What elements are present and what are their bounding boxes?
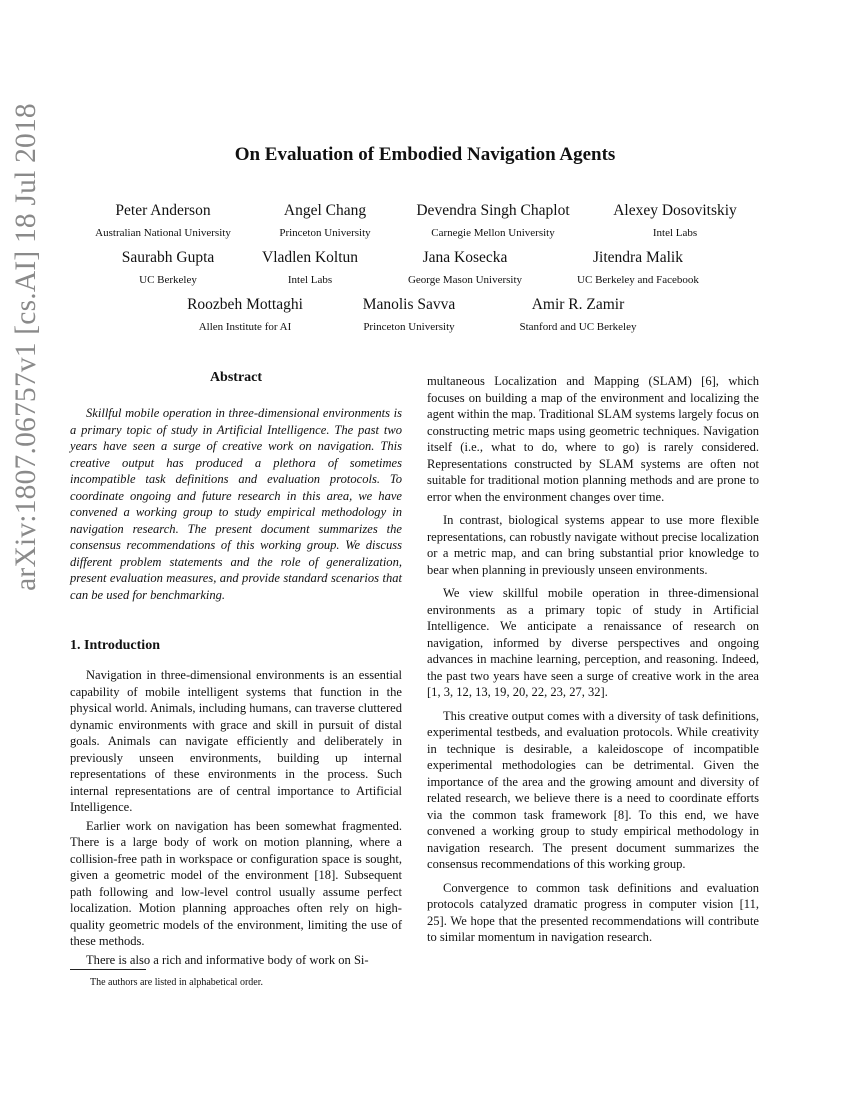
author-name: Roozbeh Mottaghi [187,296,303,313]
author-name: Jana Kosecka [422,249,508,266]
paragraph: We view skillful mobile operation in three-dimensional environments as a primary topic of study in Artificial Intelligence. We anticipate a renaissance of research on navigation, informed by diverse perspectives and ongoing advances in machine learning, perception, and reasoning. Indeed, the past two years have seen a surge of creative work in the area [1, 3, 12, 13, 19, 20, 22, 23, 27, 32]. [427,586,759,699]
author-block [520,295,637,336]
section-heading-introduction: 1. Introduction [70,638,160,653]
paragraph: Earlier work on navigation has been somewhat fragmented. There is a large body of work on motion planning, where a collision-free path in workspace or configuration space is sought, given a geometric model of the environment [18]. Subsequent path following and low-level control usually assume perfect localization. Motion planning approaches often rely on high-quality geometric models of the environment, limiting the use of these methods. [70,818,402,948]
author-affiliation: Princeton University [363,321,455,333]
author-name: Amir R. Zamir [531,296,625,313]
author-block [613,201,737,242]
paragraph: This creative output comes with a diversity of task definitions, experimental testbeds, and evaluation protocols. While creativity in technique is desirable, a kaleidoscope of incompatible experimental methodologies can be detrimental. Given the importance of the area and the growing amount and diversity of related research, we believe there is a need to coordinate efforts via the common task framework [8]. To this end, we have convened a working group to study empirical methodology in navigation research. The present document summarizes the consensus recommendations of this working group. [427,708,759,871]
introduction-body [70,667,402,968]
author-name: Angel Chang [283,202,367,219]
author-affiliation: Intel Labs [652,227,698,239]
author-name: Saurabh Gupta [121,249,215,266]
author-affiliation: Stanford and UC Berkeley [519,321,637,333]
author-affiliation: George Mason University [407,274,523,286]
author-block [187,295,303,336]
paper-title: On Evaluation of Embodied Navigation Agents [234,144,616,165]
author-affiliation: Carnegie Mellon University [431,227,555,239]
author-block [279,201,370,242]
author-affiliation: Australian National University [95,227,231,239]
author-affiliation: Intel Labs [287,274,333,286]
author-block [262,248,358,289]
abstract-text: Skillful mobile operation in three-dimensional environments is a primary topic of study in Artificial Intelligence. The past two years have seen a surge of creative work on navigation. This creative output has produced a plethora of sometimes incompatible task definitions and evaluation protocols. To coordinate ongoing and future research in this area, we have convened a working group to study empirical methodology in navigation research. The present document summarizes the consensus recommendations of this working group. We discuss different problem statements and the role of generalization, present evaluation measures, and provide standard scenarios that can be used for benchmarking. [70,406,402,602]
right-column-body [427,373,759,946]
paragraph: multaneous Localization and Mapping (SLAM) [6], which focuses on building a map of the environment and localizing the agent within the map. Traditional SLAM systems largely focus on constructing metric maps using geometric techniques. Navigation itself (i.e., what to do, where to go) is rarely considered. Representations constructed by SLAM systems are often not suitable for traditional motion planning methods and are prone to error when the environment changes over time. [427,374,759,504]
author-block [95,201,231,242]
author-name: Alexey Dosovitskiy [613,202,737,219]
author-affiliation: Allen Institute for AI [198,321,292,333]
footnote-divider [70,969,146,970]
author-affiliation: UC Berkeley and Facebook [577,274,699,286]
author-block [408,248,522,289]
author-name: Devendra Singh Chaplot [416,202,570,219]
arxiv-identifier-stamp: arXiv:1807.06757v1 [cs.AI] 18 Jul 2018 [10,103,42,591]
paragraph: In contrast, biological systems appear to use more flexible representations, can robustly navigate without precise localization or a metric map, and can bring substantial prior knowledge to bear when planning in previously unseen environments. [427,513,759,577]
author-affiliation: Princeton University [279,227,371,239]
paragraph: Navigation in three-dimensional environments is an essential capability of mobile intelligent systems that function in the physical world. Animals, including humans, can traverse cluttered dynamic environments with grace and skill in pursuit of distal goals. Animals can navigate efficiently and deliberately in previously unseen environments, building up internal representations of these environments in the process. Such internal representations are of central importance to Artificial Intelligence. [70,668,402,814]
author-block [363,295,456,336]
abstract-body [70,405,402,603]
author-affiliation: UC Berkeley [139,274,197,286]
author-name: Jitendra Malik [593,249,683,266]
author-name: Vladlen Koltun [262,249,358,266]
author-block [577,248,699,289]
paragraph: Convergence to common task definitions and evaluation protocols catalyzed dramatic progress in computer vision [11, 25]. We hope that the presented recommendations will contribute to similar momentum in navigation research. [427,880,759,944]
author-block [122,248,215,289]
author-name: Peter Anderson [115,202,211,219]
paragraph: There is also a rich and informative body of work on Si- [86,952,369,967]
author-block [416,201,569,242]
footnote: The authors are listed in alphabetical order. [90,977,263,988]
author-name: Manolis Savva [362,296,456,313]
abstract-heading: Abstract [209,370,263,385]
